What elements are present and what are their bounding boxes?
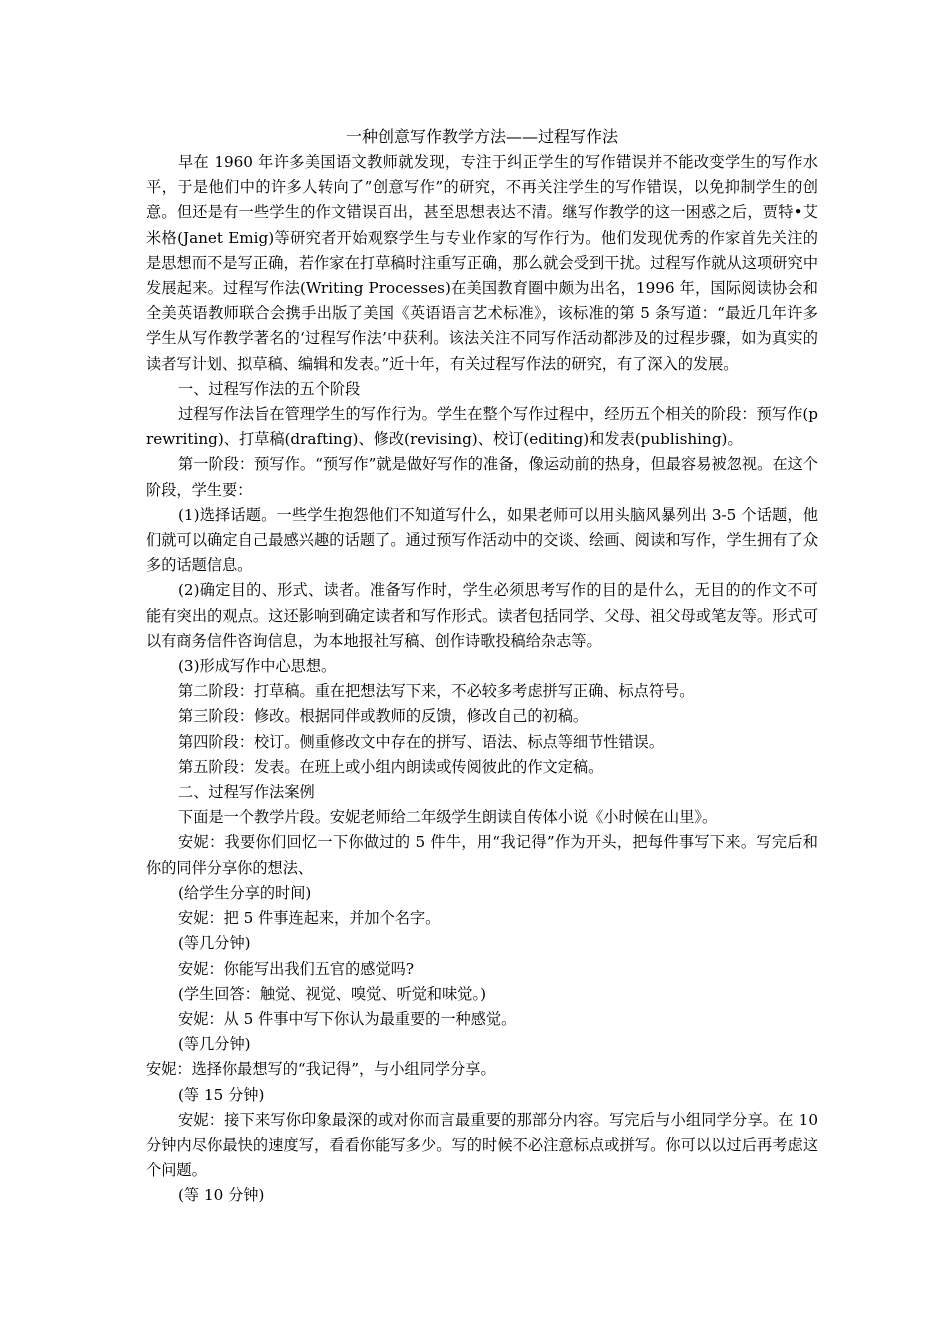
paragraph: (等几分钟): [178, 1035, 251, 1054]
paragraph: (3)形成写作中心思想。: [178, 657, 337, 676]
paragraph: 早在 1960 年许多美国语文教师就发现，专注于纠正学生的写作错误并不能改变学生的写作水平，于是他们中的许多人转向了”创意写作”的研究，不再关注学生的写作错误，以免抑制学生的创意。但还是有一些学生的作文错误百出，甚至思想表达不清。继写作教学的这一困惑之后，贾特•艾米格(Janet Emig)等研究者开始观察学生与专业作家的写作行为。他们发现优秀的作家首先关注的是思想而不是写正确，若作家在打草稿时注重写正确，那么就会受到干扰。过程写作就从这项研究中发展起来。过程写作法(Writing Processes)在美国教育圈中颇为出名，1996 年，国际阅读协会和全美英语教师联合会携手出版了美国《英语语言艺术标准》，该标准的第 5 条写道：“最近几年许多学生从写作教学著名的‘过程写作法’中获利。该法关注不同写作活动都涉及的过程步骤，如为真实的读者写计划、拟草稿、编辑和发表。”近十年，有关过程写作法的研究，有了深入的发展。: [146, 153, 818, 373]
paragraph: 安妮：从 5 件事中写下你认为最重要的一种感觉。: [178, 1009, 517, 1028]
document-page: [146, 124, 818, 1209]
paragraph: 二、过程写作法案例: [178, 783, 315, 802]
paragraph: (等 15 分钟): [178, 1085, 265, 1104]
paragraph: 第一阶段：预写作。“预写作”就是做好写作的准备，像运动前的热身，但最容易被忽视。在这个阶段，学生要：: [146, 455, 818, 499]
document-body: [146, 150, 818, 1209]
paragraph: 安妮：选择你最想写的“我记得”，与小组同学分享。: [146, 1060, 496, 1079]
paragraph: 过程写作法旨在管理学生的写作行为。学生在整个写作过程中，经历五个相关的阶段：预写作(prewriting)、打草稿(drafting)、修改(revising)、校订(editing)和发表(publishing)。: [146, 405, 818, 449]
paragraph: 安妮：把 5 件事连起来，并加个名字。: [178, 909, 441, 928]
paragraph: 第三阶段：修改。根据同伴或教师的反馈，修改自己的初稿。: [178, 707, 589, 726]
paragraph: 下面是一个教学片段。安妮老师给二年级学生朗读自传体小说《小时候在山里》。: [178, 808, 718, 827]
paragraph: 安妮：我要你们回忆一下你做过的 5 件牛，用“我记得”作为开头，把每件事写下来。写完后和你的同伴分享你的想法、: [146, 833, 818, 877]
paragraph: (学生回答：触觉、视觉、嗅觉、听觉和味觉。): [178, 984, 487, 1003]
paragraph: 一、过程写作法的五个阶段: [178, 379, 361, 398]
paragraph: 第四阶段：校订。侧重修改文中存在的拼写、语法、标点等细节性错误。: [178, 732, 664, 751]
paragraph: (等 10 分钟): [178, 1186, 265, 1205]
paragraph: (2)确定目的、形式、读者。准备写作时，学生必须思考写作的目的是什么，无目的的作文不可能有突出的观点。这还影响到确定读者和写作形式。读者包括同学、父母、祖父母或笔友等。形式可以有商务信件咨询信息，为本地报社写稿、创作诗歌投稿给杂志等。: [146, 581, 818, 650]
paragraph: (给学生分享的时间): [178, 883, 312, 902]
paragraph: (等几分钟): [178, 934, 251, 953]
paragraph: 第五阶段：发表。在班上或小组内朗读或传阅彼此的作文定稿。: [178, 757, 604, 776]
paragraph: 安妮：你能写出我们五官的感觉吗?: [178, 959, 414, 978]
paragraph: 安妮：接下来写你印象最深的或对你而言最重要的那部分内容。写完后与小组同学分享。在 10 分钟内尽你最快的速度写，看看你能写多少。写的时候不必注意标点或拼写。你可以以过后再考虑这个问题。: [146, 1110, 818, 1180]
paragraph: 第二阶段：打草稿。重在把想法写下来，不必较多考虑拼写正确、标点符号。: [178, 682, 695, 701]
paragraph: (1)选择话题。一些学生抱怨他们不知道写什么，如果老师可以用头脑风暴列出 3-5 个话题，他们就可以确定自己最感兴趣的话题了。通过预写作活动中的交谈、绘画、阅读和写作，学生拥有了众多的话题信息。: [146, 505, 818, 575]
document-title: 一种创意写作教学方法——过程写作法: [345, 127, 618, 146]
